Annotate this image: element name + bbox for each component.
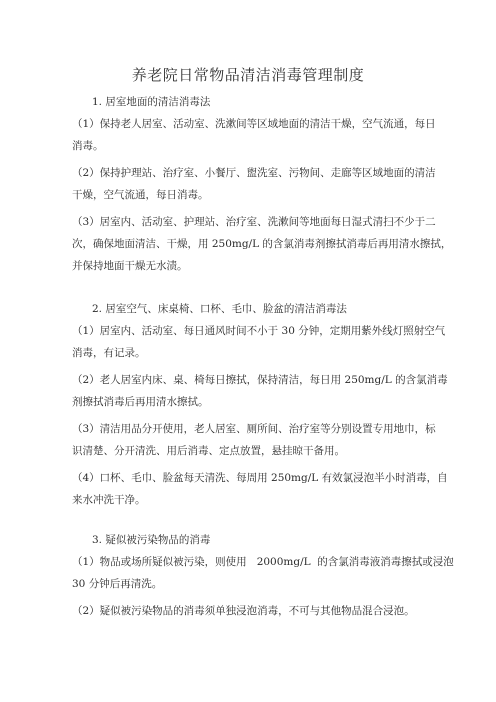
paragraph-line: 识清楚、分开清洗、用后消毒、定点放置，悬挂晾干备用。	[72, 445, 345, 457]
paragraph-line: 并保持地面干燥无水渍。	[72, 260, 188, 272]
paragraph-line: 干燥，空气流通，每日消毒。	[72, 189, 209, 201]
paragraph-line: （2）老人居室内床、桌、椅每日擦拭，保持清洁，每日用 250mg/L 的含氯消毒	[72, 374, 448, 386]
paragraph	[72, 162, 436, 206]
paragraph-line: （2）保持护理站、治疗室、小餐厅、盥洗室、污物间、走廊等区域地面的清洁	[72, 167, 436, 179]
paragraph-line: （1）保持老人居室、活动室、洗漱间等区域地面的清洁干燥，空气流通，每日	[72, 118, 436, 130]
section-heading: 2. 居室空气、床桌椅、口杯、毛巾、脸盆的清洁消毒法	[92, 303, 347, 315]
document-title: 养老院日常物品清洁消毒管理制度	[131, 66, 365, 84]
paragraph	[72, 211, 452, 277]
paragraph	[72, 551, 454, 595]
paragraph-line: （1）物品或场所疑似被污染，则使用 2000mg/L 的含氯消毒液消毒擦拭或浸泡	[72, 556, 454, 568]
paragraph-line: （2）疑似被污染物品的消毒须单独浸泡消毒，不可与其他物品混合浸泡。	[72, 605, 415, 617]
paragraph-line: （3）清洁用品分开使用，老人居室、厕所间、治疗室等分别设置专用地巾，标	[72, 423, 436, 435]
paragraph-line: 消毒，有记录。	[72, 347, 146, 359]
paragraph-line: 消毒。	[72, 140, 104, 152]
paragraph-line: 剂擦拭消毒后再用清水擦拭。	[72, 396, 209, 408]
paragraph-line: 30 分钟后再清洗。	[72, 578, 163, 590]
paragraph-line: （3）居室内、活动室、护理站、治疗室、洗漱间等地面每日湿式清扫不少于二	[72, 216, 436, 228]
paragraph-line: （1）居室内、活动室、每日通风时间不小于 30 分钟，定期用紫外线灯照射空气	[72, 325, 446, 337]
paragraph	[72, 113, 436, 157]
paragraph	[72, 320, 446, 364]
paragraph	[72, 600, 432, 622]
paragraph-line: （4）口杯、毛巾、脸盆每天清洗、每周用 250mg/L 有效氯浸泡半小时消毒，自	[72, 472, 448, 484]
section-heading: 3. 疑似被污染物品的消毒	[92, 534, 211, 546]
paragraph	[72, 467, 448, 511]
paragraph-line: 来水冲洗干净。	[72, 494, 146, 506]
paragraph	[72, 369, 448, 413]
paragraph	[72, 418, 436, 462]
paragraph-line: 次，确保地面清洁、干燥，用 250mg/L 的含氯消毒剂擦拭消毒后再用清水擦拭，	[72, 238, 452, 250]
section-heading: 1. 居室地面的清洁消毒法	[92, 96, 211, 108]
